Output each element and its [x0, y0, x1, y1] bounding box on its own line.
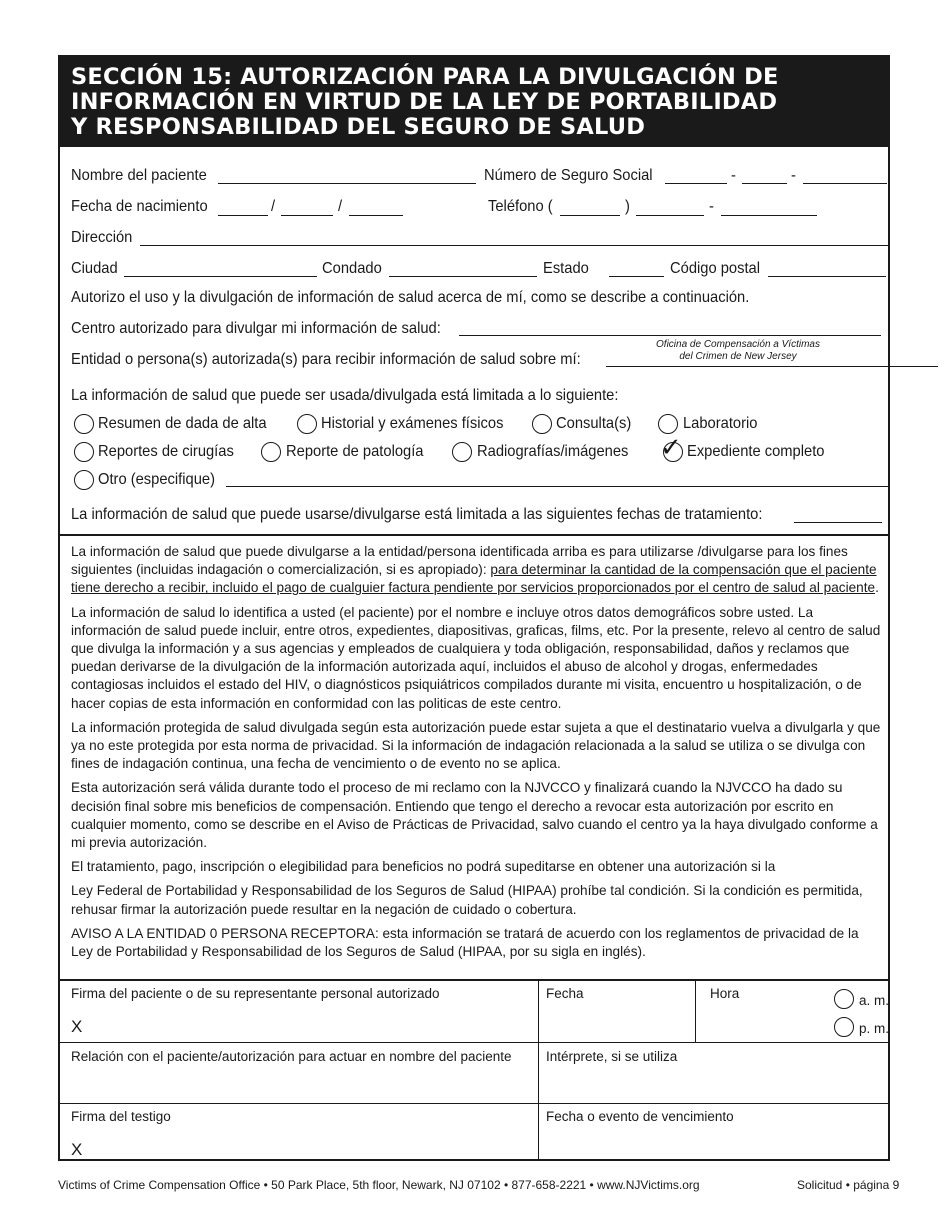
other-radio[interactable] [74, 470, 94, 490]
signature-col-divider [538, 980, 539, 1161]
ssn-part1-input[interactable] [665, 183, 727, 184]
center-authorized-input[interactable] [459, 335, 881, 336]
signature-divider [60, 979, 888, 981]
dob-slash-2: / [338, 198, 343, 215]
legal-p1-end: . [875, 580, 879, 596]
section-title-line-2: INFORMACIÓN EN VIRTUD DE LA LEY DE PORTABILIDAD [71, 89, 778, 115]
entity-authorized-input[interactable] [606, 366, 938, 367]
other-specify-input[interactable] [226, 486, 888, 487]
address-label: Dirección [71, 229, 133, 246]
expiration-label: Fecha o evento de vencimiento [546, 1109, 734, 1124]
witness-signature-x[interactable]: X [71, 1140, 83, 1159]
zip-input[interactable] [768, 276, 886, 277]
am-radio[interactable] [834, 989, 854, 1009]
dob-slash-1: / [271, 198, 276, 215]
legal-paragraph-6: Ley Federal de Portabilidad y Responsabilidad de los Seguros de Salud (HIPAA) prohíbe tal condición. Si la condición es permitida, rehusar firmar la autorización puede resultar en la negación de cuidado o cobertura. [71, 883, 863, 917]
section-header [60, 57, 888, 147]
phone-paren-close: ) [625, 198, 630, 215]
pm-label: p. m. [859, 1021, 890, 1036]
pm-radio[interactable] [834, 1017, 854, 1037]
ssn-part3-input[interactable] [803, 183, 887, 184]
signature-row-divider-2 [60, 1103, 888, 1104]
entity-value-line-2: del Crimen de New Jersey [679, 351, 797, 362]
footer-address: Victims of Crime Compensation Office • 50 Park Place, 5th floor, Newark, NJ 07102 • 877-658-2221 • www.NJVictims.org [58, 1178, 700, 1192]
legal-p1-underlined: para determinar la cantidad de la compensación que el paciente tiene derecho a recibir, incluido el pago de cualguier factura pendiente por servicios proporcionados por el centro de salud al paciente [71, 562, 877, 596]
phone-dash: - [709, 198, 714, 215]
history-physical-label: Historial y exámenes físicos [321, 415, 504, 432]
history-physical-radio[interactable] [297, 414, 317, 434]
city-input[interactable] [124, 276, 317, 277]
city-label: Ciudad [71, 260, 118, 277]
date-time-divider [695, 980, 696, 1042]
legal-paragraph-5: El tratamiento, pago, inscripción o elegibilidad para beneficios no podrá supeditarse en obtener una autorización si la [71, 859, 776, 875]
legal-paragraph-2: La información de salud lo identifica a usted (el paciente) por el nombre e incluye otros datos demográficos sobre usted. La información de salud puede incluir, entre otros, expedientes, diapositivas, graficas, films, etc. Por la presente, relevo al centro de salud que divulga la información y a sus agencias y empleados de cualquiera y toda obligación, responsabilidad, daños y reclamos que puedan derivarse de la divulgación de la información autorizada aquí, incluidos el abuso de alcohol y drogas, enfermedades contagiosas incluidos el estado del HIV, o diagnósticos psiquiátricos compilados durante mi visita, encuentro u hospitalización, o de hacer copias de esta información en conformidad con las politicas de este centro. [71, 604, 881, 711]
legal-paragraph-1 [71, 543, 883, 598]
hipaa-authorization-form [58, 55, 890, 1161]
entity-value-line-1: Oficina de Compensación a Víctimas [656, 339, 820, 350]
dob-label: Fecha de nacimiento [71, 198, 208, 215]
other-label: Otro (especifique) [98, 471, 215, 488]
dob-month-input[interactable] [218, 215, 268, 216]
dob-day-input[interactable] [281, 215, 333, 216]
dates-limited-label: La información de salud que puede usarse/divulgarse está limitada a las siguientes fechas de tratamiento: [71, 506, 763, 523]
treatment-dates-input[interactable] [794, 522, 882, 523]
legal-p1-start: La información de salud que puede divulgarse a la entidad/persona identificada arriba es para utilizarse /divulgarse para los fines siguientes (incluidas indagación o comercialización, si es apropiado): [71, 544, 848, 578]
relation-label: Relación con el paciente/autorización para actuar en nombre del paciente [71, 1049, 512, 1064]
ssn-part2-input[interactable] [742, 183, 787, 184]
phone-line-input[interactable] [721, 215, 817, 216]
checkmark-icon: ✓ [660, 433, 682, 463]
dob-year-input[interactable] [349, 215, 403, 216]
zip-label: Código postal [670, 260, 761, 277]
legal-paragraph-3: La información protegida de salud divulgada según esta autorización puede estar sujeta a que el destinatario vuelva a divulgarla y que ya no este protegida por esta norma de privacidad. Si la información de indagación relacionada a la salud se utiliza o se divulga con fines de indagación continua, una fecha de vencimiento o de evento no se aplica. [71, 719, 881, 772]
patient-signature-label: Firma del paciente o de su representante personal autorizado [71, 986, 440, 1001]
laboratory-label: Laboratorio [683, 415, 758, 432]
ssn-dash-2: - [791, 167, 796, 184]
legal-paragraph-7: AVISO A LA ENTIDAD 0 PERSONA RECEPTORA: esta información se tratará de acuerdo con los reglamentos de privacidad de la Ley de Portabilidad y Responsabilidad de los Seguros de Salud (HIPAA, por su sigla en inglés). [71, 925, 859, 960]
phone-label: Teléfono ( [488, 198, 553, 215]
section-title-line-3: Y RESPONSABILIDAD DEL SEGURO DE SALUD [71, 114, 646, 140]
discharge-summary-label: Resumen de dada de alta [98, 415, 267, 432]
state-label: Estado [543, 260, 589, 277]
surgery-reports-label: Reportes de cirugías [98, 443, 234, 460]
authorize-text: Autorizo el uso y la divulgación de información de salud acerca de mí, como se describe a continuación. [71, 289, 750, 306]
pathology-report-radio[interactable] [261, 442, 281, 462]
time-label: Hora [710, 986, 740, 1001]
phone-area-input[interactable] [560, 215, 620, 216]
section-divider [60, 534, 888, 536]
address-input[interactable] [140, 245, 888, 246]
phone-prefix-input[interactable] [636, 215, 704, 216]
entity-authorized-label: Entidad o persona(s) autorizada(s) para recibir información de salud sobre mí: [71, 351, 581, 368]
ssn-dash-1: - [731, 167, 736, 184]
laboratory-radio[interactable] [658, 414, 678, 434]
am-label: a. m. [859, 993, 890, 1008]
legal-paragraph-4: Esta autorización será válida durante todo el proceso de mi reclamo con la NJVCCO y finalizará cuando la NJVCCO ha dado su decisión final sobre mis beneficios de compensación. Entiendo que tengo el derecho a revocar esta autorización por escrito en cualquier momento, como se describe en el Aviso de Prácticas de Privacidad, salvo cuando el centro ya la haya divulgado conforme a mi previa autorización. [71, 780, 878, 851]
county-input[interactable] [389, 276, 537, 277]
radiography-label: Radiografías/imágenes [477, 443, 629, 460]
center-authorized-label: Centro autorizado para divulgar mi información de salud: [71, 320, 441, 337]
patient-name-input[interactable] [218, 183, 476, 184]
date-label: Fecha [546, 986, 584, 1001]
state-input[interactable] [609, 276, 664, 277]
consultation-label: Consulta(s) [556, 415, 632, 432]
county-label: Condado [322, 260, 382, 277]
limited-to-label: La información de salud que puede ser usada/divulgada está limitada a lo siguiente: [71, 387, 619, 404]
radiography-radio[interactable] [452, 442, 472, 462]
legal-text [71, 543, 883, 967]
interpreter-label: Intérprete, si se utiliza [546, 1049, 678, 1064]
complete-record-label: Expediente completo [687, 443, 825, 460]
ssn-label: Número de Seguro Social [484, 167, 653, 184]
footer-page-number: Solicitud • página 9 [797, 1178, 900, 1192]
pathology-report-label: Reporte de patología [286, 443, 424, 460]
signature-row-divider-1 [60, 1042, 888, 1043]
discharge-summary-radio[interactable] [74, 414, 94, 434]
witness-signature-label: Firma del testigo [71, 1109, 171, 1124]
patient-signature-x[interactable]: X [71, 1017, 83, 1036]
consultation-radio[interactable] [532, 414, 552, 434]
surgery-reports-radio[interactable] [74, 442, 94, 462]
patient-name-label: Nombre del paciente [71, 167, 207, 184]
entity-value [638, 339, 838, 363]
section-title-line-1: SECCIÓN 15: AUTORIZACIÓN PARA LA DIVULGACIÓN DE [71, 64, 779, 90]
